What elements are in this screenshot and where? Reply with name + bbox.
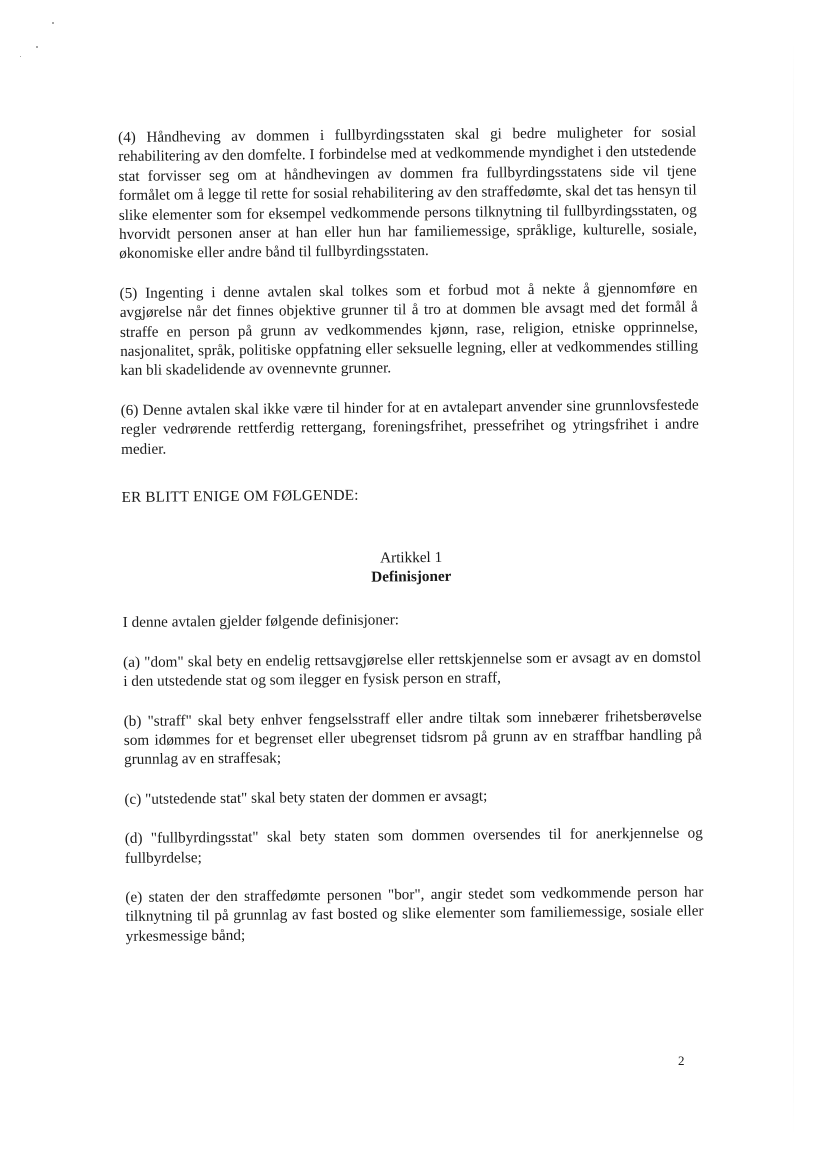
paragraph-5: (5) Ingenting i denne avtalen skal tolkes som et forbud mot å nekte å gjennomføre en avgjørelse når det finnes objektive grunner til å tro at dommen ble avsagt med det formål å straffe en person på grunn av vedkommendes kjønn, rase, religion, etniske opprinnelse, nasjonalitet, språk, politiske oppfatning eller seksuelle legning, eller at vedkommendes stilling kan bli skadelidende av ovennevnte grunner. bbox=[119, 279, 699, 380]
definition-b: (b) "straff" skal bety enhver fengselsstraff eller andre tiltak som innebærer frihetsberøvelse som idømmes for et begrenset eller ubegrenset tidsrom på grunn av en straffbar handling på grunnlag av en straffesak; bbox=[123, 706, 702, 769]
definitions-section bbox=[123, 608, 704, 946]
definition-d: (d) "fullbyrdingsstat" skal bety staten som dommen oversendes til for anerkjennelse og fullbyrdelse; bbox=[124, 824, 703, 867]
scan-edge-shadow bbox=[793, 40, 794, 1140]
article-heading bbox=[122, 545, 700, 589]
definition-a: (a) "dom" skal bety en endelig rettsavgjørelse eller rettskjennelse som er avsagt av en domstol i den utstedende stat og som ilegger en fysisk person en straff, bbox=[123, 648, 702, 691]
definition-c: (c) "utstedende stat" skal bety staten der dommen er avsagt; bbox=[124, 787, 488, 808]
agreement-heading: ER BLITT ENIGE OM FØLGENDE: bbox=[121, 486, 359, 507]
scan-speck bbox=[20, 56, 21, 57]
scan-speck bbox=[52, 22, 54, 24]
page-number: 2 bbox=[678, 1053, 685, 1068]
definition-e: (e) staten der den straffedømte personen "bor", angir stedet som vedkommende person har tilknytning til på grunnlag av fast bosted og slike elementer som familiemessige, sosiale eller yrkesmessige bånd; bbox=[125, 883, 704, 945]
paragraph-4: (4) Håndheving av dommen i fullbyrdingsstaten skal gi bedre muligheter for sosial rehabilitering av den domfelte. I forbindelse med at vedkommende myndighet i den utstedende stat forvisser seg om at håndhevingen av dommen fra fullbyrdingsstatens side vil tjene formålet om å legge til rette for sosial rehabilitering av den straffedømte, skal det tas hensyn til slike elementer som for eksempel vedkommende persons tilknytning til fullbyrdingsstaten, og hvorvidt personen anser at han eller hun har familiemessige, språklige, kulturelle, sosiale, økonomiske eller andre bånd til fullbyrdingsstaten. bbox=[118, 123, 698, 263]
article-number: Artikkel 1 bbox=[380, 548, 443, 567]
article-title: Definisjoner bbox=[371, 567, 452, 586]
paragraph-6: (6) Denne avtalen skal ikke være til hinder for at en avtalepart anvender sine grunnlovsfestede regler vedrørende rettferdig rettergang, foreningsfrihet, pressefrihet og ytringsfrihet i andre medier. bbox=[120, 396, 699, 458]
scan-speck bbox=[36, 46, 38, 48]
definitions-intro: I denne avtalen gjelder følgende definisjoner: bbox=[122, 611, 400, 632]
document-body bbox=[118, 122, 704, 966]
